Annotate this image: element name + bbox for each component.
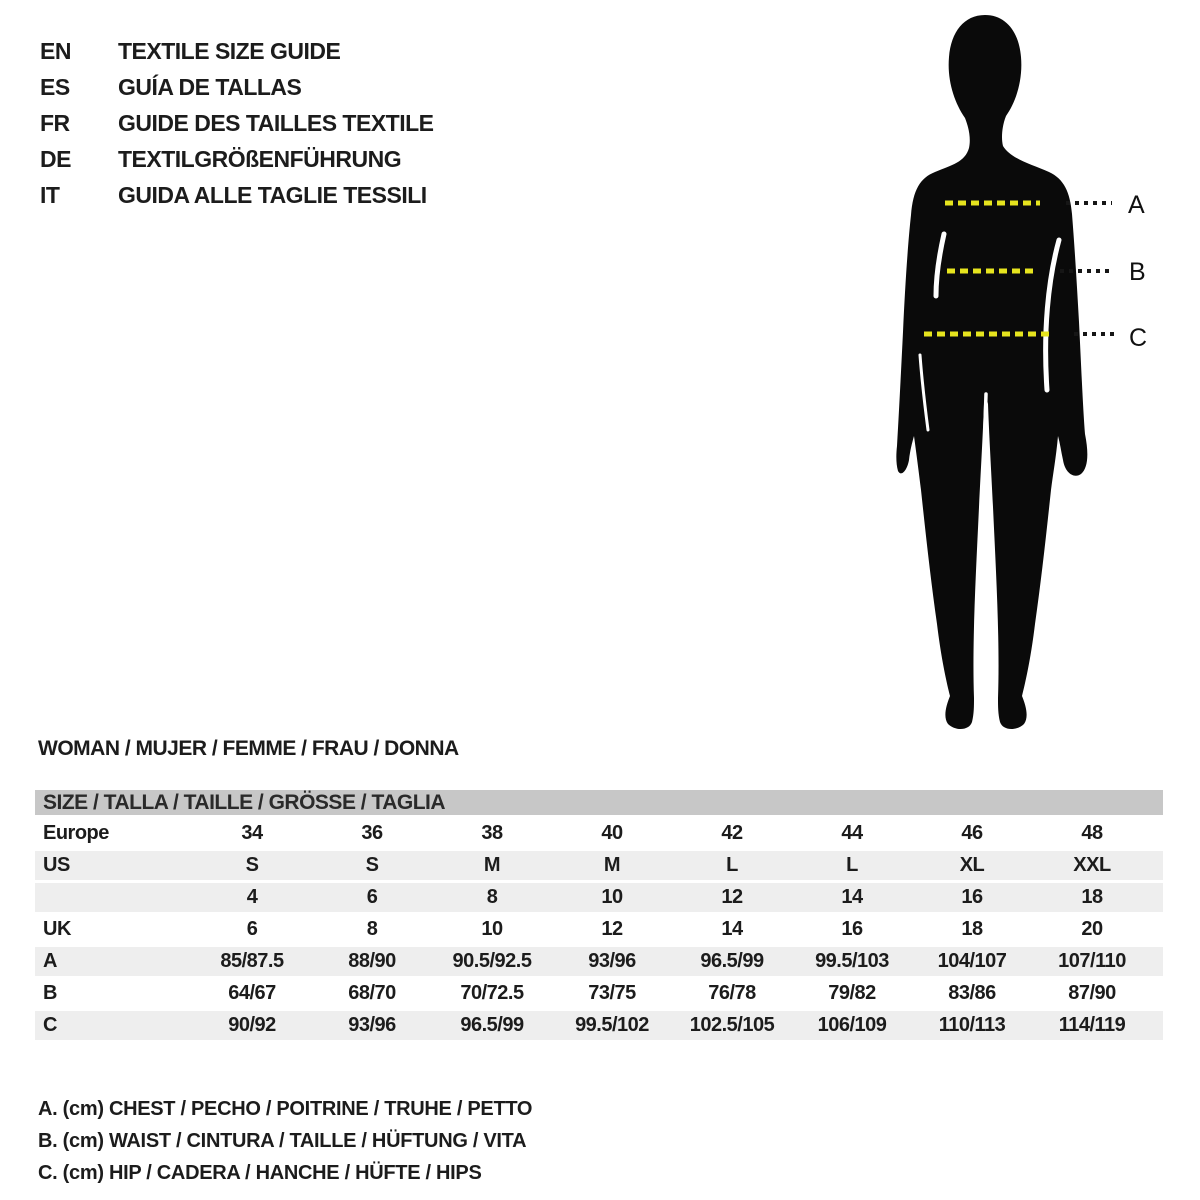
language-title: TEXTILGRÖßENFÜHRUNG xyxy=(118,145,402,172)
table-cell: 64/67 xyxy=(228,982,276,1004)
table-cell: 10 xyxy=(481,918,503,940)
table-cell: 34 xyxy=(241,822,263,844)
table-cell: 96.5/99 xyxy=(460,1014,524,1036)
table-cell: 106/109 xyxy=(817,1014,887,1036)
table-cell: 96.5/99 xyxy=(700,950,764,972)
table-row-us-number xyxy=(35,880,1163,912)
woman-silhouette-body xyxy=(896,15,1087,729)
table-cell: 107/110 xyxy=(1058,950,1126,972)
table-cell: 20 xyxy=(1081,918,1103,940)
table-cell: 83/86 xyxy=(948,982,996,1004)
table-row-waist xyxy=(35,976,1163,1008)
table-row-us-letter xyxy=(35,848,1163,880)
table-cell: M xyxy=(603,854,621,876)
table-cell: 99.5/102 xyxy=(575,1014,649,1036)
table-header: SIZE / TALLA / TAILLE / GRÖSSE / TAGLIA xyxy=(35,790,1163,815)
table-cell: 44 xyxy=(841,822,863,844)
table-cell: 87/90 xyxy=(1068,982,1116,1004)
table-cell: 114/119 xyxy=(1058,1014,1126,1036)
table-cell: 18 xyxy=(961,918,983,940)
table-row-label: A xyxy=(43,950,57,972)
table-cell: 68/70 xyxy=(348,982,396,1004)
legend-hip: C. (cm) HIP / CADERA / HANCHE / HÜFTE / HIPS xyxy=(38,1162,482,1184)
measure-connector-a xyxy=(1066,201,1112,205)
table-cell: 12 xyxy=(601,918,623,940)
table-cell: L xyxy=(726,854,738,876)
table-cell: 76/78 xyxy=(708,982,756,1004)
language-title: GUÍA DE TALLAS xyxy=(118,73,302,100)
table-cell: 12 xyxy=(721,886,743,908)
table-cell: L xyxy=(846,854,858,876)
table-cell: S xyxy=(365,854,379,876)
table-row-label: B xyxy=(43,982,57,1004)
table-cell: 90/92 xyxy=(228,1014,276,1036)
table-cell: 36 xyxy=(361,822,383,844)
table-cell: 48 xyxy=(1081,822,1103,844)
table-cell: 85/87.5 xyxy=(220,950,284,972)
table-cell: 88/90 xyxy=(348,950,396,972)
legend-chest: A. (cm) CHEST / PECHO / POITRINE / TRUHE / PETTO xyxy=(38,1098,533,1120)
table-cell: 73/75 xyxy=(588,982,636,1004)
language-code: EN xyxy=(40,37,71,64)
table-cell: XL xyxy=(959,854,985,876)
table-cell: 6 xyxy=(366,886,378,908)
table-cell: 10 xyxy=(601,886,623,908)
table-row-uk xyxy=(35,912,1163,944)
measure-label-b: B xyxy=(1129,258,1146,286)
section-heading: WOMAN / MUJER / FEMME / FRAU / DONNA xyxy=(38,737,459,760)
table-cell: 40 xyxy=(601,822,623,844)
table-cell: 42 xyxy=(721,822,743,844)
table-cell: 79/82 xyxy=(828,982,876,1004)
table-cell: 93/96 xyxy=(588,950,636,972)
table-cell: 110/113 xyxy=(938,1014,1006,1036)
table-cell: 104/107 xyxy=(937,950,1007,972)
table-cell: 16 xyxy=(841,918,863,940)
language-title: GUIDE DES TAILLES TEXTILE xyxy=(118,109,434,136)
language-title: GUIDA ALLE TAGLIE TESSILI xyxy=(118,181,427,208)
table-cell: 6 xyxy=(246,918,258,940)
table-cell: S xyxy=(245,854,259,876)
language-title: TEXTILE SIZE GUIDE xyxy=(118,37,341,64)
size-table xyxy=(35,790,1163,1040)
table-cell: 46 xyxy=(961,822,983,844)
table-row-label: Europe xyxy=(43,822,109,844)
table-cell: 38 xyxy=(481,822,503,844)
table-cell: 8 xyxy=(486,886,498,908)
legend-waist: B. (cm) WAIST / CINTURA / TAILLE / HÜFTUNG / VITA xyxy=(38,1130,527,1152)
table-cell: 99.5/103 xyxy=(815,950,889,972)
table-cell: 16 xyxy=(961,886,983,908)
woman-silhouette xyxy=(895,12,1110,738)
measure-connector-c xyxy=(1074,332,1114,336)
table-row-hip xyxy=(35,1008,1163,1040)
language-code: FR xyxy=(40,109,70,136)
measure-label-a: A xyxy=(1128,191,1145,219)
leg-gap xyxy=(983,394,986,676)
language-code: IT xyxy=(40,181,60,208)
table-row-europe xyxy=(35,816,1163,848)
table-cell: 14 xyxy=(841,886,863,908)
language-code: ES xyxy=(40,73,70,100)
table-cell: M xyxy=(483,854,501,876)
table-cell: 18 xyxy=(1081,886,1103,908)
table-cell: 102.5/105 xyxy=(689,1014,775,1036)
table-cell: 8 xyxy=(366,918,378,940)
table-row-label: US xyxy=(43,854,70,876)
table-row-label: C xyxy=(43,1014,57,1036)
table-cell: 4 xyxy=(246,886,258,908)
table-cell: 93/96 xyxy=(348,1014,396,1036)
measure-connector-b xyxy=(1060,269,1110,273)
table-row-chest xyxy=(35,944,1163,976)
language-code: DE xyxy=(40,145,71,172)
table-cell: XXL xyxy=(1073,854,1111,876)
table-cell: 70/72.5 xyxy=(460,982,524,1004)
table-cell: 90.5/92.5 xyxy=(452,950,532,972)
measurement-legend xyxy=(38,1093,532,1189)
table-row-label: UK xyxy=(43,918,71,940)
measure-label-c: C xyxy=(1129,324,1147,352)
table-cell: 14 xyxy=(721,918,743,940)
